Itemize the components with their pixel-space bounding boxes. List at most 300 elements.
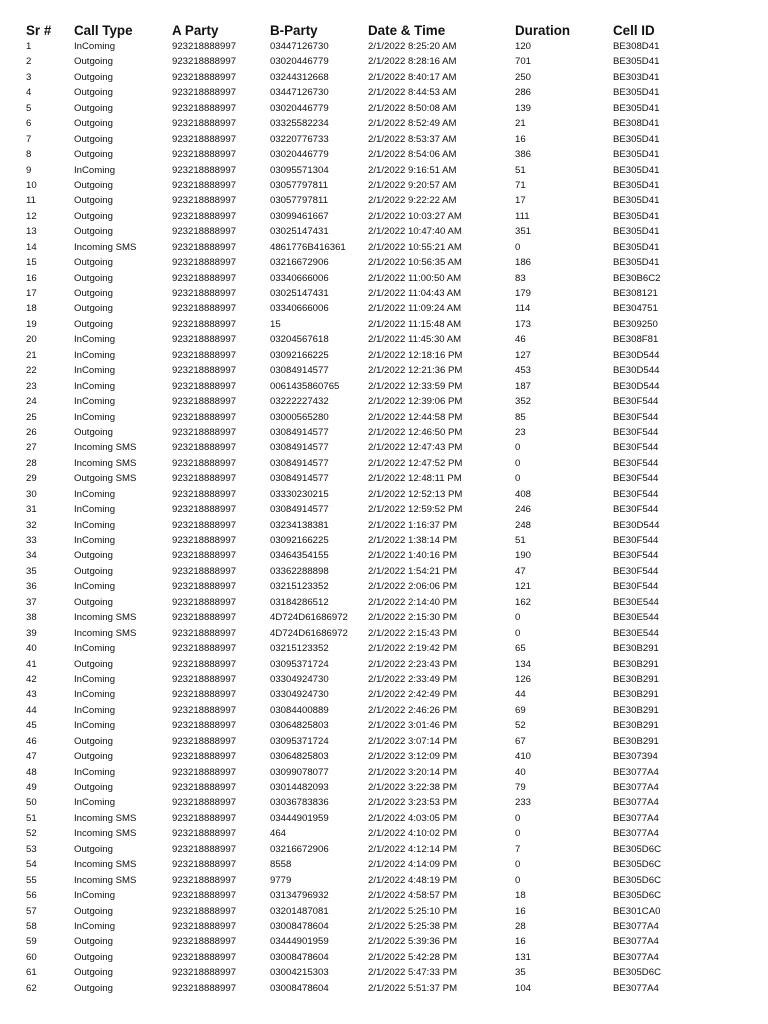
cell-a-party: 923218888997 (172, 673, 237, 685)
cell-cell-id: BE305D41 (613, 149, 660, 161)
header-cell-id: Cell ID (613, 23, 655, 38)
cell-sr: 49 (26, 782, 37, 793)
cell-b-party: 03304924730 (270, 689, 329, 701)
cell-cell-id: BE308121 (613, 288, 658, 299)
cell-duration: 162 (515, 596, 532, 608)
cell-b-party: 03064825803 (270, 751, 329, 763)
table-row (26, 132, 746, 147)
cell-a-party: 923218888997 (172, 149, 237, 161)
table-row (26, 595, 746, 610)
cell-a-party: 923218888997 (172, 704, 237, 716)
cell-date-time: 2/1/2022 2:15:43 PM (368, 627, 458, 639)
cell-date-time: 2/1/2022 12:47:52 PM (368, 457, 463, 469)
cell-cell-id: BE3077A4 (613, 982, 659, 994)
cell-duration: 79 (515, 782, 526, 793)
table-row (26, 301, 746, 316)
cell-a-party: 923218888997 (172, 179, 237, 191)
cell-a-party: 923218888997 (172, 241, 237, 253)
cell-b-party: 4D724D61686972 (270, 627, 348, 639)
cell-cell-id: BE30B291 (613, 735, 659, 747)
table-row (26, 857, 746, 872)
cell-b-party: 03084914577 (270, 504, 329, 516)
cell-call-type: Outgoing (74, 257, 113, 269)
cell-duration: 250 (515, 71, 532, 83)
cell-a-party: 923218888997 (172, 565, 237, 577)
cell-date-time: 2/1/2022 3:12:09 PM (368, 751, 458, 763)
cell-sr: 13 (26, 226, 37, 238)
table-row (26, 687, 746, 702)
cell-b-party: 03216672906 (270, 257, 329, 269)
cell-sr: 53 (26, 843, 37, 855)
cell-cell-id: BE305D41 (613, 195, 660, 207)
cell-b-party: 03340666006 (270, 303, 329, 315)
cell-a-party: 923218888997 (172, 349, 237, 361)
cell-call-type: Outgoing (74, 565, 113, 577)
cell-cell-id: BE30F544 (613, 411, 659, 423)
cell-call-type: Outgoing (74, 751, 113, 763)
cell-b-party: 03008478604 (270, 982, 329, 994)
cell-call-type: Outgoing (74, 149, 113, 161)
cell-duration: 408 (515, 488, 532, 500)
cell-b-party: 03204567618 (270, 334, 329, 346)
cell-duration: 248 (515, 519, 532, 531)
cell-b-party: 03330230215 (270, 488, 329, 500)
cell-cell-id: BE305D41 (613, 210, 660, 222)
table-row (26, 749, 746, 764)
cell-sr: 35 (26, 565, 37, 577)
cell-date-time: 2/1/2022 5:25:10 PM (368, 905, 458, 917)
cell-cell-id: BE30F544 (613, 426, 659, 438)
table-row (26, 101, 746, 116)
cell-b-party: 03092166225 (270, 535, 329, 546)
cell-a-party: 923218888997 (172, 334, 237, 346)
cell-date-time: 2/1/2022 10:55:21 AM (368, 241, 462, 253)
cell-sr: 62 (26, 982, 37, 994)
cell-a-party: 923218888997 (172, 951, 237, 963)
cell-cell-id: BE3077A4 (613, 828, 659, 840)
table-row (26, 440, 746, 455)
table-row (26, 224, 746, 239)
cell-call-type: Outgoing (74, 426, 113, 438)
cell-cell-id: BE308D41 (613, 41, 660, 52)
cell-call-type: Outgoing (74, 905, 113, 917)
cell-date-time: 2/1/2022 12:21:36 PM (368, 365, 463, 377)
cell-sr: 19 (26, 318, 37, 330)
cell-a-party: 923218888997 (172, 581, 237, 593)
cell-date-time: 2/1/2022 1:38:14 PM (368, 535, 458, 546)
cell-b-party: 03084914577 (270, 457, 329, 469)
cell-cell-id: BE305D41 (613, 56, 660, 68)
cell-cell-id: BE301CA0 (613, 905, 661, 917)
cell-sr: 55 (26, 874, 37, 886)
cell-cell-id: BE309250 (613, 318, 658, 330)
table-row (26, 502, 746, 517)
cell-duration: 410 (515, 751, 532, 763)
cell-cell-id: BE305D41 (613, 257, 660, 269)
cell-a-party: 923218888997 (172, 519, 237, 531)
cell-sr: 31 (26, 504, 37, 516)
cell-call-type: Outgoing (74, 951, 113, 963)
cell-duration: 17 (515, 195, 526, 207)
cell-duration: 23 (515, 426, 526, 438)
cell-a-party: 923218888997 (172, 442, 237, 454)
cell-a-party: 923218888997 (172, 828, 237, 840)
cell-date-time: 2/1/2022 1:16:37 PM (368, 519, 458, 531)
cell-a-party: 923218888997 (172, 488, 237, 500)
cell-sr: 16 (26, 272, 37, 284)
cell-b-party: 03340666006 (270, 272, 329, 284)
cell-b-party: 03099078077 (270, 766, 329, 778)
cell-date-time: 2/1/2022 12:46:50 PM (368, 426, 463, 438)
cell-cell-id: BE30D544 (613, 380, 660, 392)
cell-a-party: 923218888997 (172, 411, 237, 423)
cell-duration: 0 (515, 828, 521, 840)
cell-sr: 56 (26, 890, 37, 902)
table-row (26, 795, 746, 810)
cell-date-time: 2/1/2022 5:51:37 PM (368, 982, 458, 994)
cell-a-party: 923218888997 (172, 859, 237, 871)
cell-date-time: 2/1/2022 3:20:14 PM (368, 766, 458, 778)
cell-sr: 40 (26, 643, 37, 655)
cell-cell-id: BE30F544 (613, 504, 659, 516)
cell-b-party: 03234138381 (270, 519, 329, 531)
cell-sr: 24 (26, 396, 37, 408)
table-row (26, 209, 746, 224)
cell-date-time: 2/1/2022 3:01:46 PM (368, 720, 458, 732)
cell-cell-id: BE304751 (613, 303, 658, 315)
table-row (26, 363, 746, 378)
cell-cell-id: BE305D41 (613, 87, 660, 99)
cell-date-time: 2/1/2022 11:09:24 AM (368, 303, 462, 315)
table-row (26, 518, 746, 533)
cell-call-type: Outgoing (74, 210, 113, 222)
cell-duration: 173 (515, 318, 532, 330)
cell-call-type: Outgoing (74, 71, 113, 83)
cell-sr: 38 (26, 612, 37, 624)
cell-sr: 37 (26, 596, 37, 608)
cell-sr: 32 (26, 519, 37, 531)
cell-cell-id: BE30F544 (613, 550, 659, 562)
cell-a-party: 923218888997 (172, 751, 237, 763)
cell-sr: 41 (26, 658, 37, 670)
cell-duration: 0 (515, 874, 521, 886)
cell-call-type: Incoming SMS (74, 442, 137, 454)
cell-duration: 47 (515, 565, 526, 577)
cell-a-party: 923218888997 (172, 226, 237, 238)
cell-duration: 139 (515, 102, 532, 114)
cell-cell-id: BE30B6C2 (613, 272, 661, 284)
cell-sr: 61 (26, 967, 37, 979)
cell-call-type: Outgoing (74, 967, 113, 979)
table-row (26, 548, 746, 563)
header-sr: Sr # (26, 23, 52, 38)
table-row (26, 765, 746, 780)
cell-date-time: 2/1/2022 3:07:14 PM (368, 735, 458, 747)
cell-date-time: 2/1/2022 2:33:49 PM (368, 673, 458, 685)
cell-date-time: 2/1/2022 12:18:16 PM (368, 349, 463, 361)
cell-duration: 71 (515, 179, 526, 191)
cell-cell-id: BE30F544 (613, 581, 659, 593)
cell-duration: 69 (515, 704, 526, 716)
cell-b-party: 03064825803 (270, 720, 329, 732)
cell-sr: 22 (26, 365, 37, 377)
table-row (26, 70, 746, 85)
cell-b-party: 03014482093 (270, 782, 329, 793)
cell-a-party: 923218888997 (172, 210, 237, 222)
cell-a-party: 923218888997 (172, 87, 237, 99)
cell-date-time: 2/1/2022 4:10:02 PM (368, 828, 458, 840)
cell-a-party: 923218888997 (172, 658, 237, 670)
cell-b-party: 03444901959 (270, 936, 329, 948)
cell-call-type: InComing (74, 920, 116, 932)
cell-call-type: Incoming SMS (74, 612, 137, 624)
table-row (26, 718, 746, 733)
cell-cell-id: BE305D41 (613, 241, 660, 253)
table-row (26, 271, 746, 286)
cell-sr: 4 (26, 87, 32, 99)
cell-duration: 18 (515, 890, 526, 902)
cell-call-type: InComing (74, 643, 116, 655)
cell-date-time: 2/1/2022 1:54:21 PM (368, 565, 458, 577)
cell-sr: 30 (26, 488, 37, 500)
table-row (26, 626, 746, 641)
cell-date-time: 2/1/2022 12:44:58 PM (368, 411, 463, 423)
cell-sr: 12 (26, 210, 37, 222)
cell-call-type: InComing (74, 380, 116, 392)
cell-b-party: 03036783836 (270, 797, 329, 809)
cell-call-type: Outgoing SMS (74, 473, 137, 485)
table-row (26, 811, 746, 826)
header-a-party: A Party (172, 23, 219, 38)
cell-a-party: 923218888997 (172, 596, 237, 608)
cell-date-time: 2/1/2022 11:04:43 AM (368, 288, 462, 299)
cell-b-party: 03222227432 (270, 396, 329, 408)
cell-date-time: 2/1/2022 2:46:26 PM (368, 704, 458, 716)
cell-call-type: Outgoing (74, 179, 113, 191)
cell-date-time: 2/1/2022 12:48:11 PM (368, 473, 462, 485)
cell-duration: 187 (515, 380, 532, 392)
header-call-type: Call Type (74, 23, 133, 38)
cell-duration: 0 (515, 442, 521, 454)
cell-sr: 60 (26, 951, 37, 963)
cell-duration: 28 (515, 920, 526, 932)
cell-b-party: 03008478604 (270, 951, 329, 963)
cell-cell-id: BE30E544 (613, 627, 659, 639)
cell-call-type: InComing (74, 581, 116, 593)
cell-date-time: 2/1/2022 12:52:13 PM (368, 488, 463, 500)
cell-call-type: Incoming SMS (74, 828, 137, 840)
cell-b-party: 03095571304 (270, 164, 329, 176)
cell-b-party: 03134796932 (270, 890, 329, 902)
cell-b-party: 03184286512 (270, 596, 329, 608)
cell-duration: 121 (515, 581, 532, 593)
cell-a-party: 923218888997 (172, 843, 237, 855)
cell-b-party: 03084914577 (270, 473, 329, 485)
cell-b-party: 0061435860765 (270, 380, 340, 392)
cell-b-party: 03362288898 (270, 565, 329, 577)
table-row (26, 163, 746, 178)
cell-cell-id: BE30B291 (613, 643, 659, 655)
cell-sr: 17 (26, 288, 37, 299)
cell-date-time: 2/1/2022 2:15:30 PM (368, 612, 458, 624)
table-body (26, 39, 746, 996)
cell-a-party: 923218888997 (172, 303, 237, 315)
cell-cell-id: BE305D6C (613, 843, 661, 855)
cell-b-party: 03084914577 (270, 442, 329, 454)
cell-cell-id: BE30D544 (613, 349, 660, 361)
cell-duration: 126 (515, 673, 532, 685)
cell-b-party: 03201487081 (270, 905, 329, 917)
cell-call-type: Outgoing (74, 550, 113, 562)
cell-date-time: 2/1/2022 8:50:08 AM (368, 102, 457, 114)
cell-call-type: Outgoing (74, 133, 113, 145)
cell-call-type: InComing (74, 673, 116, 685)
table-row (26, 394, 746, 409)
cell-duration: 701 (515, 56, 532, 68)
cell-date-time: 2/1/2022 4:12:14 PM (368, 843, 458, 855)
cell-cell-id: BE30B291 (613, 658, 659, 670)
table-row (26, 178, 746, 193)
cell-duration: 51 (515, 535, 526, 546)
cell-call-type: Outgoing (74, 318, 113, 330)
cell-date-time: 2/1/2022 2:42:49 PM (368, 689, 458, 701)
table-row (26, 425, 746, 440)
cell-date-time: 2/1/2022 5:25:38 PM (368, 920, 458, 932)
cell-call-type: Outgoing (74, 226, 113, 238)
cell-a-party: 923218888997 (172, 643, 237, 655)
cell-a-party: 923218888997 (172, 288, 237, 299)
cell-b-party: 03004215303 (270, 967, 329, 979)
cell-b-party: 15 (270, 318, 281, 330)
header-duration: Duration (515, 23, 571, 38)
cell-a-party: 923218888997 (172, 967, 237, 979)
table-row (26, 780, 746, 795)
cell-duration: 67 (515, 735, 526, 747)
cell-sr: 1 (26, 41, 32, 52)
cell-call-type: Outgoing (74, 195, 113, 207)
cell-a-party: 923218888997 (172, 164, 237, 176)
table-row (26, 116, 746, 131)
table-row (26, 240, 746, 255)
cell-cell-id: BE30F544 (613, 457, 659, 469)
cell-cell-id: BE305D6C (613, 859, 661, 871)
cell-duration: 0 (515, 473, 521, 485)
cell-cell-id: BE308D41 (613, 118, 660, 130)
cell-duration: 16 (515, 936, 526, 948)
cell-call-type: InComing (74, 41, 116, 52)
cell-cell-id: BE3077A4 (613, 936, 659, 948)
table-row (26, 888, 746, 903)
cell-date-time: 2/1/2022 2:23:43 PM (368, 658, 458, 670)
table-row (26, 734, 746, 749)
cell-duration: 127 (515, 349, 532, 361)
cell-sr: 46 (26, 735, 37, 747)
cell-a-party: 923218888997 (172, 782, 237, 793)
cell-duration: 0 (515, 457, 521, 469)
cell-call-type: Incoming SMS (74, 627, 137, 639)
cell-sr: 10 (26, 179, 37, 191)
table-row (26, 255, 746, 270)
cell-cell-id: BE305D6C (613, 967, 661, 979)
cell-duration: 40 (515, 766, 526, 778)
cell-a-party: 923218888997 (172, 920, 237, 932)
cell-call-type: Outgoing (74, 936, 113, 948)
cell-cell-id: BE303D41 (613, 71, 660, 83)
cell-call-type: Outgoing (74, 735, 113, 747)
cell-date-time: 2/1/2022 8:53:37 AM (368, 133, 457, 145)
cell-call-type: InComing (74, 766, 116, 778)
cell-date-time: 2/1/2022 8:25:20 AM (368, 41, 457, 52)
cell-cell-id: BE3077A4 (613, 782, 659, 793)
cell-call-type: InComing (74, 535, 116, 546)
table-row (26, 579, 746, 594)
cell-call-type: Outgoing (74, 87, 113, 99)
cell-duration: 0 (515, 627, 521, 639)
cell-b-party: 03304924730 (270, 673, 329, 685)
cell-cell-id: BE3077A4 (613, 920, 659, 932)
cell-b-party: 03220776733 (270, 133, 329, 145)
cell-b-party: 4D724D61686972 (270, 612, 348, 624)
cell-duration: 246 (515, 504, 532, 516)
cell-cell-id: BE305D41 (613, 226, 660, 238)
cell-date-time: 2/1/2022 8:54:06 AM (368, 149, 457, 161)
cell-b-party: 03447126730 (270, 87, 329, 99)
cell-date-time: 2/1/2022 4:58:57 PM (368, 890, 458, 902)
cell-sr: 20 (26, 334, 37, 346)
table-row (26, 981, 746, 996)
cell-duration: 7 (515, 843, 521, 855)
cell-duration: 186 (515, 257, 532, 269)
cell-sr: 58 (26, 920, 37, 932)
cell-sr: 39 (26, 627, 37, 639)
cell-sr: 7 (26, 133, 32, 145)
cell-sr: 28 (26, 457, 37, 469)
cell-sr: 34 (26, 550, 37, 562)
cell-call-type: InComing (74, 349, 116, 361)
table-row (26, 471, 746, 486)
cell-a-party: 923218888997 (172, 735, 237, 747)
cell-sr: 57 (26, 905, 37, 917)
cell-cell-id: BE3077A4 (613, 951, 659, 963)
cell-call-type: InComing (74, 704, 116, 716)
cell-date-time: 2/1/2022 1:40:16 PM (368, 550, 458, 562)
cell-a-party: 923218888997 (172, 473, 237, 485)
cell-sr: 14 (26, 241, 37, 253)
cell-call-type: Outgoing (74, 596, 113, 608)
table-row (26, 533, 746, 548)
cell-call-type: InComing (74, 504, 116, 516)
cell-duration: 352 (515, 396, 532, 408)
cell-call-type: Outgoing (74, 982, 113, 994)
cell-date-time: 2/1/2022 12:33:59 PM (368, 380, 463, 392)
cell-b-party: 9779 (270, 874, 292, 886)
cell-sr: 29 (26, 473, 37, 485)
cell-date-time: 2/1/2022 4:14:09 PM (368, 859, 458, 871)
cell-sr: 50 (26, 797, 37, 809)
cell-call-type: InComing (74, 411, 116, 423)
cell-a-party: 923218888997 (172, 874, 237, 886)
cell-sr: 26 (26, 426, 37, 438)
cell-cell-id: BE30F544 (613, 473, 659, 485)
cell-cell-id: BE30F544 (613, 535, 659, 546)
cell-cell-id: BE30B291 (613, 704, 659, 716)
table-row (26, 54, 746, 69)
cell-call-type: InComing (74, 164, 116, 176)
cell-b-party: 03084914577 (270, 365, 329, 377)
cell-a-party: 923218888997 (172, 982, 237, 994)
cell-call-type: Incoming SMS (74, 241, 137, 253)
cell-a-party: 923218888997 (172, 535, 237, 546)
